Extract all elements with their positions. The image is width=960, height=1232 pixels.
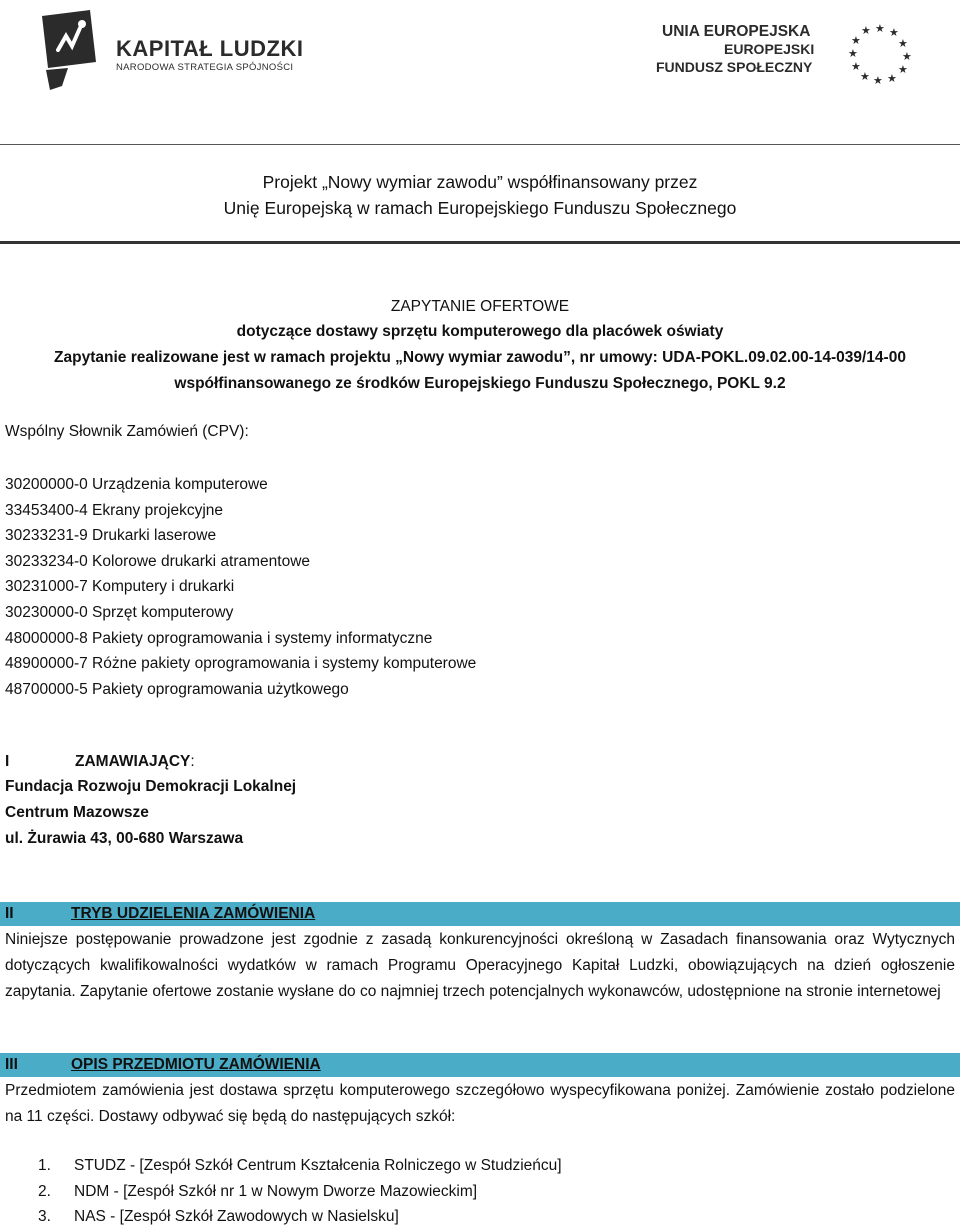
section-3-title: OPIS PRZEDMIOTU ZAMÓWIENIA <box>71 1056 321 1073</box>
school-number: 2. <box>38 1182 51 1200</box>
school-item <box>38 1181 562 1207</box>
cpv-item: 48000000-8 Pakiety oprogramowania i systemy informatyczne <box>5 629 433 647</box>
school-number: 1. <box>38 1157 51 1174</box>
section-3-number: III <box>5 1056 18 1073</box>
project-divider <box>0 241 960 244</box>
section-2-title: TRYB UDZIELENIA ZAMÓWIENIA <box>71 905 316 922</box>
cpv-item: 30230000-0 Sprzęt komputerowy <box>5 603 234 621</box>
kapital-ludzki-subtitle: NARODOWA STRATEGIA SPÓJNOŚCI <box>116 62 294 73</box>
cpv-label: Wspólny Słownik Zamówień (CPV): <box>5 423 249 440</box>
inquiry-funding: współfinansowanego ze środków Europejskiego Funduszu Społecznego, POKL 9.2 <box>174 375 786 392</box>
cpv-item: 33453400-4 Ekrany projekcyjne <box>5 501 223 519</box>
kapital-ludzki-emblem <box>42 10 96 90</box>
school-item <box>38 1155 562 1181</box>
eu-logo-line2: EUROPEJSKI <box>724 41 815 57</box>
section-2-heading <box>0 902 960 926</box>
school-name: STUDZ - [Zespół Szkół Centrum Kształcenia Rolniczego w Studzieńcu] <box>74 1157 562 1174</box>
svg-text:★: ★ <box>887 72 897 84</box>
orderer-name: Fundacja Rozwoju Demokracji Lokalnej <box>5 778 297 795</box>
orderer-unit: Centrum Mazowsze <box>5 804 149 821</box>
section-2-text: Niniejsze postępowanie prowadzone jest zgodnie z zasadą konkurencyjności określoną w Zasadach finansowania oraz Wytycznych dotyczących kwalifikowalności wydatków w ramach Programu Operacyjnego Kapitał Ludzki, obowiązujących na dzień ogłoszenie zapytania. Zapytanie ofertowe zostanie wysłane do co najmniej trzech potencjalnych wykonawców, udostępnione na stronie internetowej <box>5 931 955 1000</box>
svg-text:★: ★ <box>902 50 912 63</box>
cpv-item: 30200000-0 Urządzenia komputerowe <box>5 476 268 493</box>
project-line-2: Unię Europejską w ramach Europejskiego Funduszu Społecznego <box>223 198 737 218</box>
svg-text:★: ★ <box>851 34 861 47</box>
svg-text:★: ★ <box>898 63 908 76</box>
eu-logo-line3: FUNDUSZ SPOŁECZNY <box>656 59 813 75</box>
svg-text:★: ★ <box>873 74 883 84</box>
school-name: NAS - [Zespół Szkół Zawodowych w Nasielsku] <box>74 1208 399 1226</box>
orderer-address: ul. Żurawia 43, 00-680 Warszawa <box>5 830 244 847</box>
kapital-ludzki-logo <box>40 6 310 92</box>
section-1-number: I <box>5 753 10 770</box>
school-name: NDM - [Zespół Szkół nr 1 w Nowym Dworze Mazowieckim] <box>74 1182 478 1200</box>
kapital-ludzki-title: KAPITAŁ LUDZKI <box>116 36 304 61</box>
cpv-item: 30233231-9 Drukarki laserowe <box>5 527 217 545</box>
section-1-title: ZAMAWIAJĄCY <box>75 753 191 770</box>
svg-text:★: ★ <box>898 37 908 50</box>
svg-text:★: ★ <box>851 60 861 73</box>
section-2-number: II <box>5 905 14 922</box>
svg-text:★: ★ <box>889 26 899 39</box>
section-1-colon: : <box>190 753 195 770</box>
eu-flag-stars-icon <box>848 22 912 84</box>
cpv-item: 48700000-5 Pakiety oprogramowania użytkowego <box>5 680 349 698</box>
svg-text:★: ★ <box>860 70 870 83</box>
school-list <box>38 1155 562 1232</box>
svg-text:★: ★ <box>875 22 885 35</box>
cpv-item: 30231000-7 Komputery i drukarki <box>5 578 235 596</box>
eu-logo-line1: UNIA EUROPEJSKA <box>662 23 811 40</box>
project-line-1: Projekt „Nowy wymiar zawodu” współfinansowany przez <box>262 172 698 192</box>
svg-text:★: ★ <box>861 24 871 37</box>
school-number: 3. <box>38 1208 51 1226</box>
inquiry-project-ref: Zapytanie realizowane jest w ramach projektu „Nowy wymiar zawodu”, nr umowy: UDA-POKL.09.02.00-14-039/14-00 <box>54 349 906 366</box>
cpv-item: 48900000-7 Różne pakiety oprogramowania i systemy komputerowe <box>5 655 477 673</box>
header-divider <box>0 144 960 145</box>
cpv-list <box>5 474 476 704</box>
section-3-heading <box>0 1053 960 1077</box>
section-3-text: Przedmiotem zamówienia jest dostawa sprzętu komputerowego szczegółowo wyspecyfikowana poniżej. Zamówienie zostało podzielone na 11 części. Dostawy odbywać się będą do następujących szkół: <box>5 1082 955 1125</box>
inquiry-subject: dotyczące dostawy sprzętu komputerowego dla placówek oświaty <box>236 323 724 340</box>
eu-efs-logo <box>652 14 942 84</box>
svg-text:★: ★ <box>848 47 858 60</box>
section-1-heading <box>5 753 195 771</box>
inquiry-title: ZAPYTANIE OFERTOWE <box>390 298 570 315</box>
cpv-item: 30233234-0 Kolorowe drukarki atramentowe <box>5 552 311 570</box>
